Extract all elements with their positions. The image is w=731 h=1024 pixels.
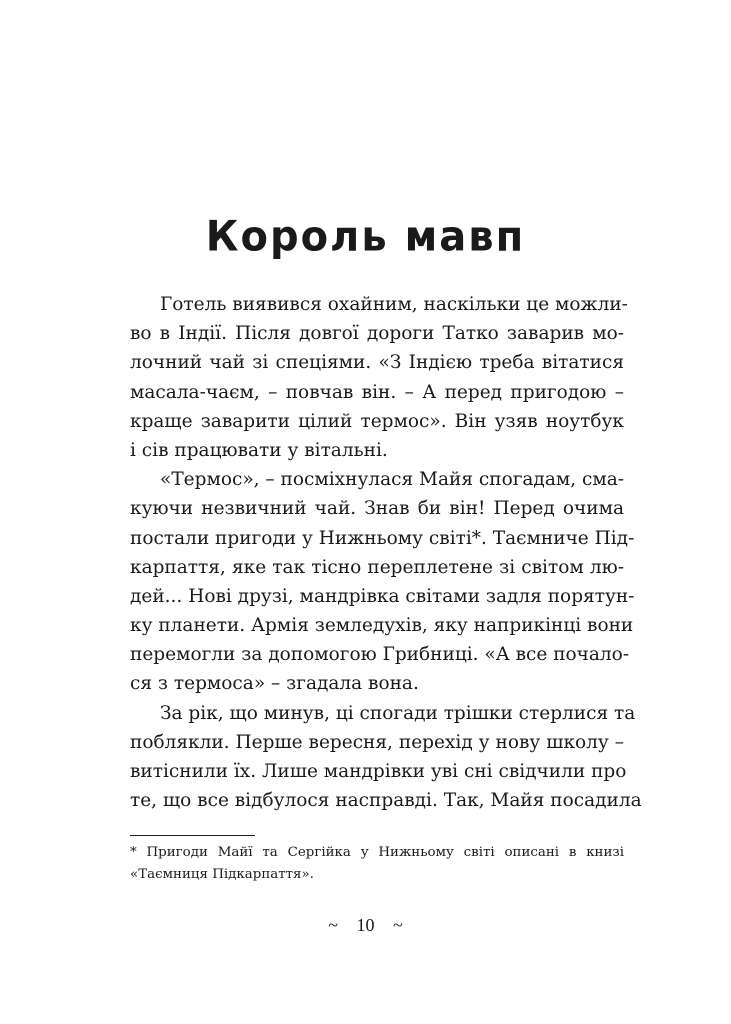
- text-line: дей... Нові друзі, мандрівка світами задля порятун-: [130, 585, 635, 607]
- body-text: [130, 290, 642, 815]
- text-line: витіснили їх. Лише мандрівки уві сні свідчили про: [130, 761, 627, 782]
- text-line: перемогли за допомогою Грибниці. «А все почало-: [130, 644, 630, 666]
- text-line: куючи незвичний чай. Знав би він! Перед очима: [130, 498, 624, 520]
- footnote: [130, 842, 624, 886]
- page-number-value: 10: [356, 915, 375, 935]
- text-line: те, що все відбулося насправді. Так, Майя посадила: [130, 790, 642, 812]
- page-ornament-left: ~: [328, 915, 338, 935]
- text-line: масала-чаєм, – повчав він. – А перед пригодою –: [130, 381, 624, 403]
- text-line: лочний чай зі спеціями. «З Індією треба вітатися: [130, 352, 624, 374]
- text-line: карпаття, яке так тісно переплетене зі світом лю-: [130, 556, 624, 578]
- page-ornament-right: ~: [393, 915, 403, 935]
- page-number: [0, 912, 731, 938]
- text-line: і сів працювати у вітальні.: [130, 439, 388, 461]
- footnote-line: * Пригоди Майї та Сергійка у Нижньому світі описані в книзі: [130, 845, 624, 860]
- text-line: постали пригоди у Нижньому світі*. Таємниче Під-: [130, 527, 635, 549]
- text-line: ку планети. Армія земледухів, яку наприкінці вони: [130, 615, 634, 637]
- text-line: ся з термоса» – згадала вона.: [130, 673, 419, 695]
- text-line: во в Індії. Після довгої дороги Татко заварив мо-: [130, 323, 624, 345]
- text-line: За рік, що минув, ці спогади трішки стерлися та: [160, 702, 636, 724]
- footnote-line: «Таємниця Підкарпаття».: [130, 867, 314, 882]
- footnote-divider: [130, 835, 255, 836]
- text-line: поблякли. Перше вересня, перехід у нову школу –: [130, 731, 624, 753]
- chapter-title: Король мавп: [205, 212, 526, 262]
- text-line: краще заварити цілий термос». Він узяв ноутбук: [130, 410, 624, 432]
- text-line: Готель виявився охайним, наскільки це можли-: [160, 294, 628, 315]
- text-line: «Термос», – посміхнулася Майя спогадам, сма-: [160, 469, 625, 491]
